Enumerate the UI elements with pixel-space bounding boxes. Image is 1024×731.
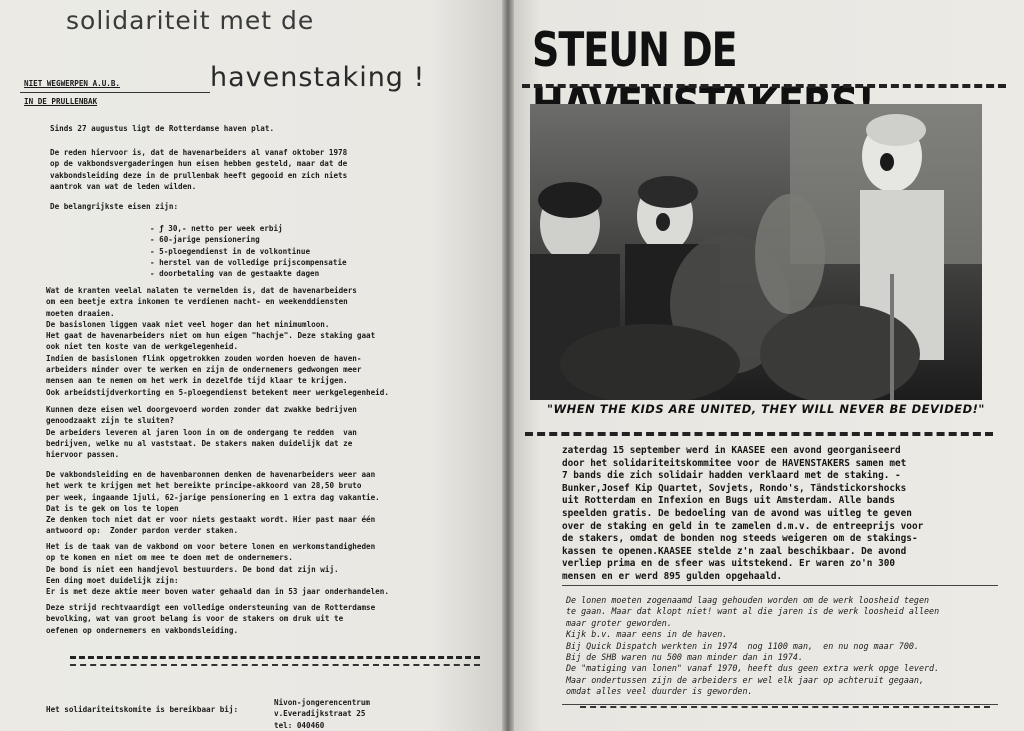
demands-list	[150, 223, 347, 279]
paragraph-weak-companies: Kunnen deze eisen wel doorgevoerd worden zonder dat zwakke bedrijven genoodzaakt zijn te sluiten? De arbeiders leveren al jaren loon in om de ondergang te redden van bedrijven, welke nu al vaststaat. De stakers maken duidelijk dat ze hiervoor passen.	[46, 405, 357, 460]
note-box	[562, 585, 998, 705]
divider-line	[20, 92, 210, 93]
list-item: - ƒ 30,- netto per week erbij	[150, 224, 283, 233]
paragraph-newspapers: Wat de kranten veelal nalaten te vermelden is, dat de havenarbeiders om een beetje extra inkomen te verdienen nacht- en weekenddiensten moeten draaien. De basislonen liggen vaak niet veel hoger dan het minimumloon. Het gaat de havenarbeiders niet om hun eigen "hachje". Deze staking gaat ook niet ten koste van de werkgelegenheid. Indien de basislonen flink opgetrokken zouden worden hoeven de haven- arbeiders minder over te werken en zijn de ondernemers gedwongen meer mensen aan te nemen om het werk in dezelfde tijd klaar te krijgen. Ook arbeidstijdverkorting en 5-ploegendienst betekent meer werkgelegenheid.	[46, 286, 389, 397]
footer-address: Nivon-jongerencentrum v.Everadijkstraat 25 tel: 040460	[274, 698, 371, 730]
paragraph-demands-heading: De belangrijkste eisen zijn:	[50, 202, 179, 211]
paragraph-intro: Sinds 27 augustus ligt de Rotterdamse haven plat.	[50, 124, 275, 133]
note-do-not-discard: NIET WEGWERPEN A.U.B.	[24, 79, 121, 88]
headline: STEUN DE	[532, 22, 737, 77]
dashed-divider	[580, 706, 990, 708]
left-title-line1: solidariteit met de	[66, 6, 315, 35]
dashed-divider	[70, 656, 480, 659]
photo-caption: "WHEN THE KIDS ARE UNITED, THEY WILL NEVER BE DEVIDED!"	[547, 402, 985, 416]
list-item: - 5-ploegendienst in de volkontinue	[150, 246, 311, 256]
paragraph-union-task: Het is de taak van de vakbond om voor betere lonen en werkomstandigheden op te komen en niet om mee te doen met de ondernemers. De bond is niet een handjevol bestuurders. De bond dat zijn wij. Een ding moet duidelijk zijn: Er is met deze aktie meer boven water gehaald dan in 53 jaar onderhandelen.	[46, 542, 389, 597]
left-title-line2: havenstaking !	[210, 62, 426, 93]
list-item: - doorbetaling van de gestaakte dagen	[150, 269, 320, 279]
page-gutter	[502, 0, 514, 731]
dashed-divider	[70, 664, 480, 666]
concert-photo	[530, 104, 982, 400]
note-text: De lonen moeten zogenaamd laag gehouden worden om de werk loosheid tegen te gaan. Maar dat klopt niet! want al die jaren is de werk loosheid alleen maar groter geworden. Kijk b.v. maar eens in de haven. Bij Quick Dispatch werkten in 1974 nog 1100 man, en nu nog maar 700. Bij de SHB waren nu 500 man minder dan in 1974. De "matiging van lonen" vanaf 1970, heeft dus geen extra werk opge leverd. Maar ondertussen zijn de arbeiders er wel elk jaar op achteruit gegaan, omdat alles veel duurder is geworden.	[566, 595, 940, 697]
list-item: - 60-jarige pensionering	[150, 235, 260, 245]
paragraph-support: Deze strijd rechtvaardigt een volledige ondersteuning van de Rotterdamse bevolking, wat van groot belang is voor de stakers om druk uit te oefenen op ondernemers en vakbondsleiding.	[46, 603, 376, 635]
article-body: zaterdag 15 september werd in KAASEE een avond georganiseerd door het solidariteitskommitee voor de HAVENSTAKERS samen met 7 bands die zich solidair hadden verklaard met de staking. - Bunker,Josef Kip Quartet, Sovjets, Rondo's, Tändstickorshocks uit Rotterdam en Infexion en Bugs uit Amsterdam. Alle bands speelden gratis. De bedoeling van de avond was uitleg te geven over de staking en geld in te zamelen d.m.v. de entreeprijs voor de stakers, omdat de bonden nog steeds weigeren om de stakings- kassen te openen.KAASEE stelde z'n zaal beschikbaar. De avond verliep prima en de sfeer was uitstekend. Er waren zo'n 300 mensen en er werd 895 gulden opgehaald.	[562, 445, 924, 582]
paragraph-reason: De reden hiervoor is, dat de havenarbeiders al vanaf oktober 1978 op de vakbondsvergaderingen hun eisen hebben gesteld, maar dat de vakbondsleiding deze in de prullenbak heeft gegooid en zich niets aantrok van wat de leden wilden.	[50, 148, 348, 191]
left-page	[0, 0, 506, 731]
footer-label: Het solidariteitskomite is bereikbaar bij:	[46, 705, 239, 714]
note-trash: IN DE PRULLENBAK	[24, 97, 98, 106]
dashed-divider	[525, 432, 993, 436]
concert-photo-image	[530, 104, 982, 400]
dashed-divider	[522, 84, 1006, 88]
list-item: - herstel van de volledige prijscompensatie	[150, 257, 347, 267]
paragraph-union-leadership: De vakbondsleiding en de havenbaronnen denken de havenarbeiders weer aan het werk te krijgen met het bereikte principe-akkoord van 28,50 bruto per week, ingaande 1juli, 62-jarige pensionering en 1 extra dag vakantie. Dat is te gek om los te lopen Ze denken toch niet dat er voor niets gestaakt wordt. Hier past maar één antwoord op: Zonder pardon verder staken.	[46, 470, 380, 536]
